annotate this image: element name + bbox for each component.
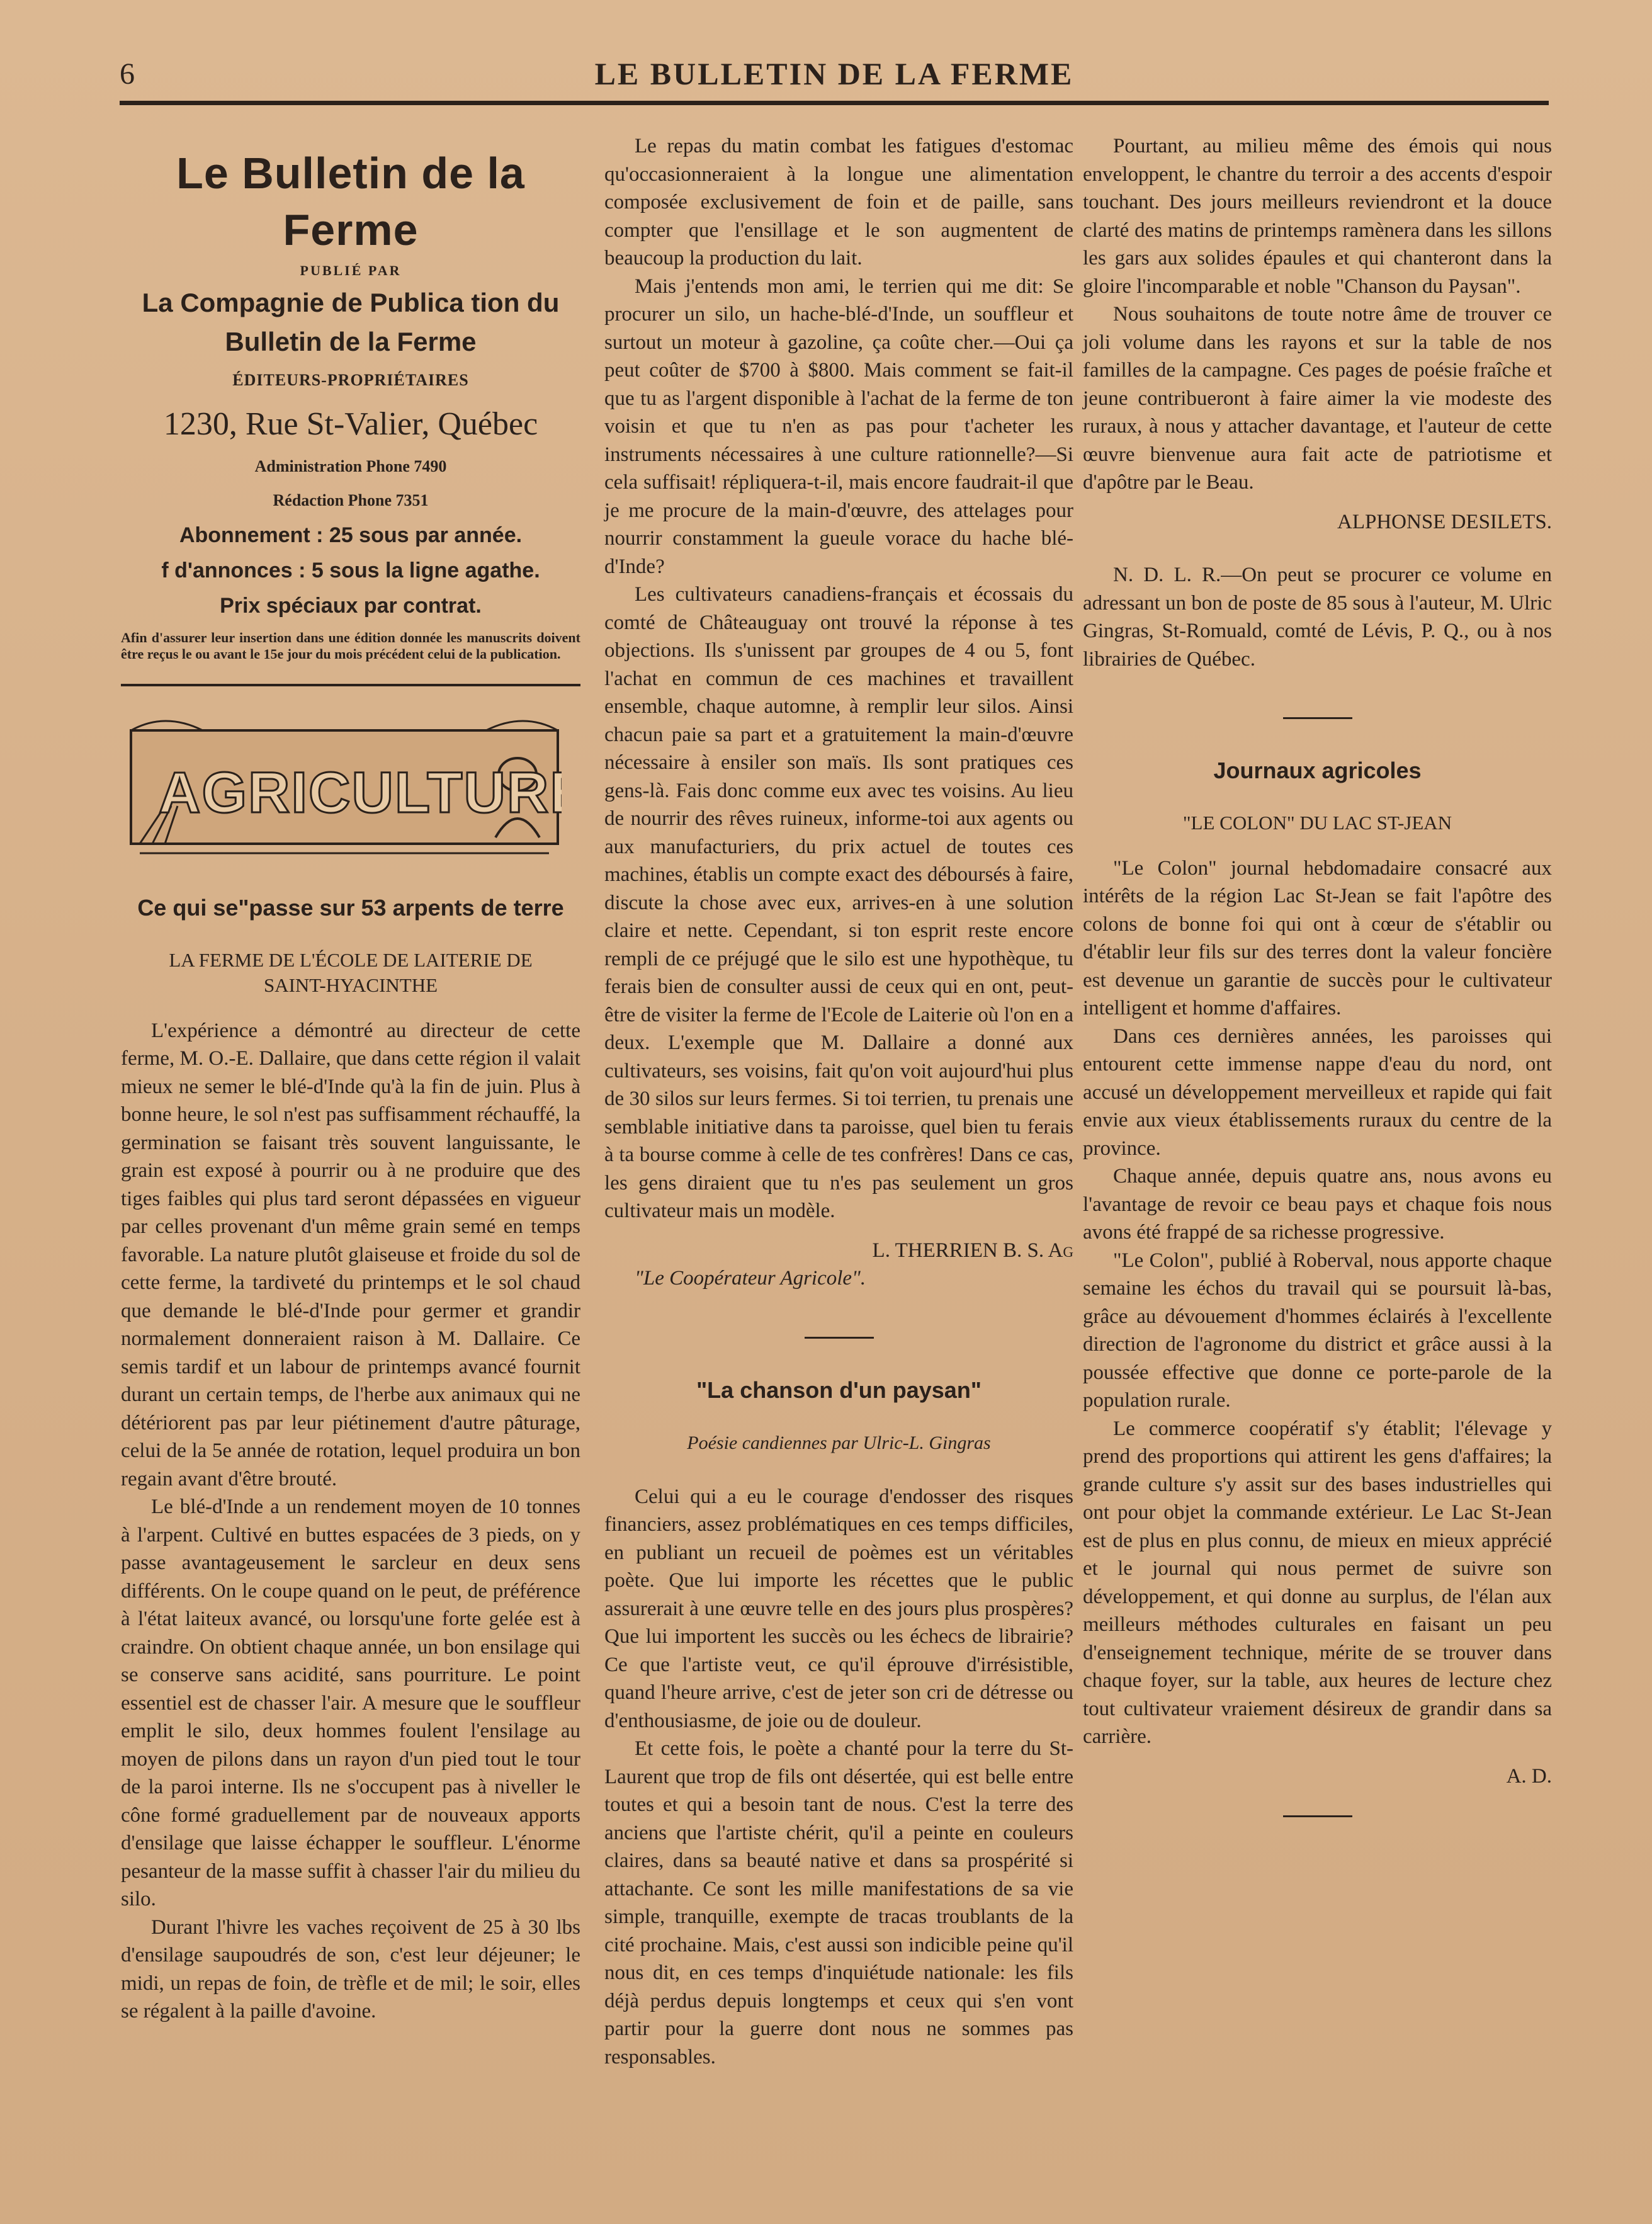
article1-paragraph: L'expérience a démontré au directeur de cette ferme, M. O.-E. Dallaire, que dans cette région il valait mieux ne semer le blé-d'Inde qu'à la fin de juin. Plus à bonne heure, le sol n'est pas suffisamment réchauffé, la germination se faisant très souvent languissante, le grain est exposé à pourrir ou à ne produire que des tiges faibles qui plus tard seront dépassées en vigueur par celles provenant d'un même grain semé en temps favorable. La nature plutôt glaiseuse et froide du sol de cette ferme, la tardiveté du printemps et le sol chaud que demande le blé-d'Inde pour germer et grandir normalement donneraient raison à M. Dallaire. Ce semis tardif et un labour de printemps avancé fournit durant un certain temps, de l'herbe aux animaux qui ne détériorent pas par leur piétinement d'autre pâturage, celui de la 5e année de rotation, lequel produira un bon regain avant d'être brouté.: [121, 1019, 580, 1490]
column-2: [604, 132, 1073, 2071]
ad-price: f d'annonces : 5 sous la ligne agathe.: [161, 559, 540, 582]
article1-subhead-line2: SAINT-HYACINTHE: [263, 973, 438, 996]
article3-paragraph: Le commerce coopératif s'y établit; l'élevage y prend des proportions qui attirent les gens d'affaires; la grande culture s'y assit sur des bases industrielles qui ont pour objet la commande extérieur. Le Lac St-Jean est de plus en plus connu, de mieux en mieux apprécié et le journal qui nous permet de suivre son développement, et qui donne au surplus, de l'élan aux meilleurs méthodes culturales en faisant un peu d'enseignement technique, mérite de se trouver dans chaque foyer, sur la table, aux heures de lecture chez tout cultivateur vraiement désireux de grandir dans sa carrière.: [1083, 1417, 1552, 1748]
submission-note: Afin d'assurer leur insertion dans une édition donnée les manuscrits doivent être reçus le ou avant le 15e jour du mois précédent celui de la publication.: [121, 630, 580, 662]
subscription-price: Abonnement : 25 sous par année.: [179, 523, 523, 547]
article2-title: "La chanson d'un paysan": [696, 1376, 982, 1403]
article3-paragraph: "Le Colon", publié à Roberval, nous apporte chaque semaine les échos du travail qui se poursuit là-bas, grâce au dévouement d'hommes éclairés à l'excellente direction de l'agronome du district et grâce aussi à la poussée effective que donne ce porte-parole de la population rurale.: [1083, 1249, 1552, 1412]
article1-subhead: [121, 948, 580, 998]
article1-paragraph: Les cultivateurs canadiens-français et écossais du comté de Châteauguay ont trouvé la réponse à tes objections. Ils s'unissent par groupes de 4 ou 5, font l'achat en commun de ces machines et travaillent ensemble, chaque automne, à remplir leur silos. Ainsi chacun paie sa part et a gratuitement la main-d'œuvre nécessaire à ensiler son maïs. Ils sont pratiques ces gens-là. Fais donc comme eux avec tes voisins. Au lieu de nourrir des rêves ruineux, informe-toi aux agents ou aux manufacturiers, du prix actuel de toutes ces machines, établis un compte exact des déboursés à faire, discute la chose avec eux, arrives-en à une solution claire et nette. Cependant, si ton esprit reste encore rempli de ce préjugé que le silo est une hypothèque, tu ferais bien de consulter aussi de ceux qui en ont, peut-être de visiter la ferme de l'Ecole de Laiterie où l'on en a deux. L'exemple que M. Dallaire a donné aux cultivateurs, ses voisins, fait qu'on voit aujourd'hui plus de 30 silos sur leurs fermes. Si toi terrien, tu prenais une semblable initiative dans ta paroisse, quel bien tu ferais à ta bourse comme à celle de tes confrères! Dans ce cas, les gens diraient que tu n'es pas seulement un gros cultivateur mais un modèle.: [604, 583, 1073, 1222]
header-rule: [120, 101, 1549, 105]
article3-signature: A. D.: [1506, 1764, 1552, 1788]
editors-line: ÉDITEURS-PROPRIÉTAIRES: [232, 371, 469, 389]
admin-phone: Administration Phone 7490: [254, 457, 447, 475]
editor-note: N. D. L. R.—On peut se procurer ce volume en adressant un bon de poste de 85 sous à l'auteur, M. Ulric Gingras, St-Romuald, comté de Lévis, P. Q., ou à nos librairies de Québec.: [1083, 564, 1552, 671]
page-header: [120, 50, 1549, 101]
article3-paragraph: Dans ces dernières années, les paroisses qui entourent cette immense nappe d'eau du nord, ont accusé un développement merveilleux et rapide qui fait envie aux vieux établissements ruraux du centre de la province.: [1083, 1024, 1552, 1160]
article1-paragraph: Le repas du matin combat les fatigues d'estomac qu'occasionneraient à la longue une alimentation composée exclusivement de foin et de paille, sans compter que l'ensillage et le son augmentent de beaucoup la production du lait.: [604, 135, 1073, 269]
article3-subtitle: "LE COLON" DU LAC ST-JEAN: [1182, 811, 1452, 834]
column-3: [1083, 132, 1552, 1855]
page-number: 6: [120, 57, 135, 91]
masthead: [121, 145, 580, 662]
article1-signature: L. THERRIEN B. S. Ag: [872, 1239, 1073, 1262]
article2-signature: ALPHONSE DESILETS.: [1337, 510, 1552, 533]
banner-text: AGRICULTURE: [159, 761, 562, 825]
section-divider: [1283, 1815, 1352, 1817]
article3-paragraph: "Le Colon" journal hebdomadaire consacré aux intérêts de la région Lac St-Jean se fait l'apôtre des colons de bonne foi qui ont à cœur de s'établir ou d'établir leur fils sur des terres dont la valeur foncière est devenue un garantie de succès pour le cultivateur intelligent et homme d'affaires.: [1083, 856, 1552, 1019]
article1-paragraph: Durant l'hivre les vaches reçoivent de 25 à 30 lbs d'ensilage saupoudrés de son, c'est leur déjeuner; le midi, un repas de foin, de trèfle et de mil; le soir, elles se régalent à la paille d'avoine.: [121, 1915, 580, 2023]
article2-paragraph: Pourtant, au milieu même des émois qui nous enveloppent, le chantre du terroir a des accents d'espoir touchant. Des jours meilleurs reviendront et la douce clarté des matins de printemps ramènera dans les sillons les gars aux solides épaules et qui chanteront dans la gloire l'incomparable et noble "Chanson du Paysan".: [1083, 135, 1552, 298]
company-line-2: Bulletin de la Ferme: [225, 327, 477, 356]
article2-paragraph: Et cette fois, le poète a chanté pour la terre du St-Laurent que trop de fils ont désertée, qui est belle entre toutes et qui a besoin tant de nous. C'est la terre des anciens que l'artiste chérit, qu'il a peinte en couleurs claires, dans sa beauté native et dans sa prospérité si attachante. Ce sont les mille manifestations de sa vie simple, tranquille, exempte de tracas troublants de la cité prochaine. Mais, c'est aussi son indicible peine qu'il nous dit, en ces temps d'inquiétude nationale: les fils déjà perdus depuis longtemps et ceux qui s'en vont partir pour la guerre dont nous ne sommes pas responsables.: [604, 1737, 1073, 2068]
masthead-title: Le Bulletin de la Ferme: [176, 149, 525, 254]
agriculture-banner-illustration: [127, 712, 562, 869]
article2-paragraph: Celui qui a eu le courage d'endosser des risques financiers, assez problématiques en ces temps difficiles, en publiant un recueil de poèmes est un véritables poète. Que lui importe les récettes que le public assurerait à une œuvre telle en des jours plus prospères? Que lui importent les succès ou les échecs de librairie? Ce que l'artiste veut, ce qu'il éprouve d'irrésistible, quand l'heure arrive, c'est de jeter son cri de détresse ou d'enthousiasme, de joie ou de douleur.: [604, 1485, 1073, 1732]
published-by: PUBLIÉ PAR: [300, 263, 402, 278]
article3-title: Journaux agricoles: [1213, 757, 1422, 783]
special-price: Prix spéciaux par contrat.: [220, 594, 482, 618]
running-title: LE BULLETIN DE LA FERME: [594, 56, 1074, 91]
section-divider: [1283, 717, 1352, 719]
column-1: [121, 132, 580, 2026]
article1-subhead-line1: LA FERME DE L'ÉCOLE DE LAITERIE DE: [169, 948, 533, 971]
article2-subtitle: Poésie candiennes par Ulric-L. Gingras: [687, 1433, 991, 1453]
article3-paragraph: Chaque année, depuis quatre ans, nous avons eu l'avantage de revoir ce beau pays et chaque fois nous avons été frappé de sa richesse progressive.: [1083, 1165, 1552, 1244]
address: 1230, Rue St-Valier, Québec: [163, 406, 538, 442]
section-divider: [805, 1337, 874, 1339]
article1-title: Ce qui se"passe sur 53 arpents de terre: [137, 895, 564, 921]
article1-paragraph: Le blé-d'Inde a un rendement moyen de 10 tonnes à l'arpent. Cultivé en buttes espacées de 3 pieds, on y passe avantageusement le sarcleur en deux sens différents. On le coupe quand on le peut, de préférence à l'état laiteux avancé, ou lorsqu'une forte gelée est à craindre. On obtient chaque année, un bon ensilage qui se conserve sans acidité, sans pourriture. Le point essentiel est de chasser l'air. A mesure que le souffleur emplit le silo, deux hommes foulent l'ensilage au moyen de pilons dans un rayon d'un pied tout le tour de la paroi interne. Ils ne s'occupent pas à niveller le cône formé graduellement par de nouveaux apports d'ensilage que laisse échapper le souffleur. L'énorme pesanteur de la masse suffit à chasser l'air du milieu du silo.: [121, 1495, 580, 1910]
redaction-phone: Rédaction Phone 7351: [273, 491, 429, 509]
article2-paragraph: Nous souhaitons de toute notre âme de trouver ce joli volume dans les rayons et sur la table de nos familles de la campagne. Ces pages de poésie fraîche et jeune contribueront à faire aimer la vie modeste des ruraux, à nous y attacher davantage, et l'auteur de cette œuvre bienvenue aura fait acte de patriotisme et d'apôtre par le Beau.: [1083, 303, 1552, 494]
agriculture-banner: [127, 712, 562, 869]
article1-source: "Le Coopérateur Agricole".: [635, 1267, 866, 1290]
article1-paragraph: Mais j'entends mon ami, le terrien qui me dit: Se procurer un silo, un hache-blé-d'Inde, un souffleur et surtout un moteur à gazoline, ça coûte cher.—Oui ça peut coûter de $700 à $800. Mais comment se fait-il que tu as l'argent disponible à l'achat de la ferme de ton voisin et que tu n'en as pas pour t'acheter les instruments nécessaires à une culture rationnelle?—Si cela suffisait! répliquera-t-il, mais encore faudrait-il que je me procure de la main-d'œuvre, des attelages pour nourrir constamment la gueule vorace du hache blé-d'Inde?: [604, 275, 1073, 578]
company-line-1: La Compagnie de Publica tion du: [142, 288, 560, 317]
masthead-rule: [121, 684, 580, 686]
